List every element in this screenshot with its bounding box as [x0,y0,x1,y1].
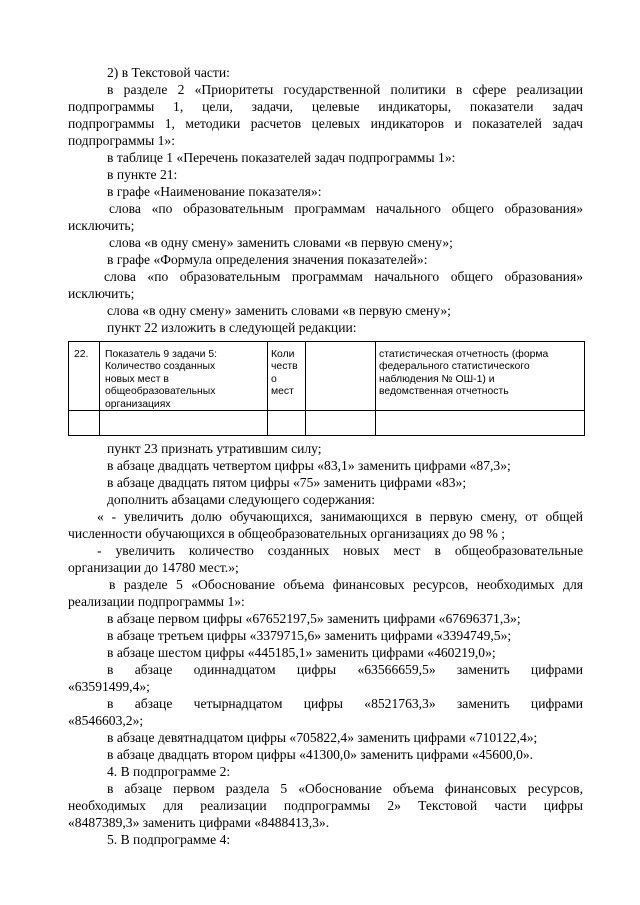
text-line: исключить; [68,218,135,233]
text-line: в таблице 1 «Перечень показателей задач подпрограммы 1»: [107,150,456,165]
text-line: пункт 22 изложить в следующей редакции: [107,320,357,335]
text-line: подпрограммы 1»: [68,133,175,148]
text-line: в абзаце шестом цифры «445185,1» заменить цифрами «460219,0»; [107,645,496,660]
table-divider [267,342,268,435]
text-line: слова «в одну смену» заменить словами «в первую смену»; [109,235,453,250]
text-line: дополнить абзацами следующего содержания: [107,492,376,507]
table-divider [375,342,376,435]
text-line: 2) в Текстовой части: [107,65,230,80]
indicator-table [68,341,585,436]
table-divider [99,342,100,435]
text-line: в разделе 2 «Приоритеты государственной политики в сфере реализации [107,82,583,97]
text-line: «63591499,4»; [68,679,150,694]
text-line: подпрограммы 1, цели, задачи, целевые индикаторы, показатели задач [68,99,583,114]
text-line: необходимых для реализации подпрограммы 2» Текстовой части цифры [68,798,583,813]
text-line: в абзаце двадцать пятом цифры «75» заменить цифрами «83»; [107,475,467,490]
text-line: в абзаце двадцать втором цифры «41300,0» заменить цифрами «45600,0». [107,747,534,762]
text-line: - увеличить количество созданных новых мест в общеобразовательные [97,543,583,558]
text-line: в абзаце двадцать четвертом цифры «83,1» заменить цифрами «87,3»; [107,458,511,473]
text-line: реализации подпрограммы 1»: [68,594,245,609]
text-line: « - увеличить долю обучающихся, занимающихся в первую смену, от общей [97,509,583,524]
text-line: 5. В подпрограмме 4: [107,832,231,847]
text-line: численности обучающихся в общеобразовательных организациях до 98 % ; [68,526,506,541]
text-line: в графе «Формула определения значения показателей»: [107,252,428,267]
text-line: организации до 14780 мест.»; [68,560,239,575]
text-line: 4. В подпрограмме 2: [107,764,231,779]
table-divider [305,342,306,435]
text-line: пункт 23 признать утратившим силу; [107,441,322,456]
text-line: в разделе 5 «Обоснование объема финансовых ресурсов, необходимых для [109,577,583,592]
text-line: в абзаце первом цифры «67652197,5» заменить цифрами «67696371,3»; [107,611,521,626]
text-line: в абзаце третьем цифры «3379715,6» заменить цифрами «3394749,5»; [107,628,512,643]
table-cell-source: статистическая отчетность (форма федерального статистического наблюдения № ОШ-1) и ведомственная отчетность [379,349,549,398]
text-line: «8546603,2»; [68,713,144,728]
text-line: в абзаце девятнадцатом цифры «705822,4» заменить цифрами «710122,4»; [107,730,538,745]
text-line: в графе «Наименование показателя»: [107,184,322,199]
text-line: исключить; [68,286,135,301]
text-line: «8487389,3» заменить цифрами «8488413,3». [68,815,330,830]
text-line: в абзаце четырнадцатом цифры «8521763,3» заменить цифрами [107,696,583,711]
table-cell-number: 22. [74,349,89,360]
text-line: в абзаце одиннадцатом цифры «63566659,5» заменить цифрами [107,662,583,677]
text-line: слова «по образовательным программам начального общего образования» [104,269,583,284]
text-line: в абзаце первом раздела 5 «Обоснование объема финансовых ресурсов, [107,781,583,796]
text-line: слова «в одну смену» заменить словами «в первую смену»; [107,303,451,318]
text-line: слова «по образовательным программам начального общего образования» [109,201,583,216]
text-line: в пункте 21: [107,167,178,182]
text-line: подпрограммы 1, методики расчетов целевых индикаторов и показателей задач [68,116,583,131]
table-cell-name: Показатель 9 задачи 5: Количество созданных новых мест в общеобразовательных организациях [105,349,218,410]
table-cell-unit: Коли честв о мест [271,349,298,398]
